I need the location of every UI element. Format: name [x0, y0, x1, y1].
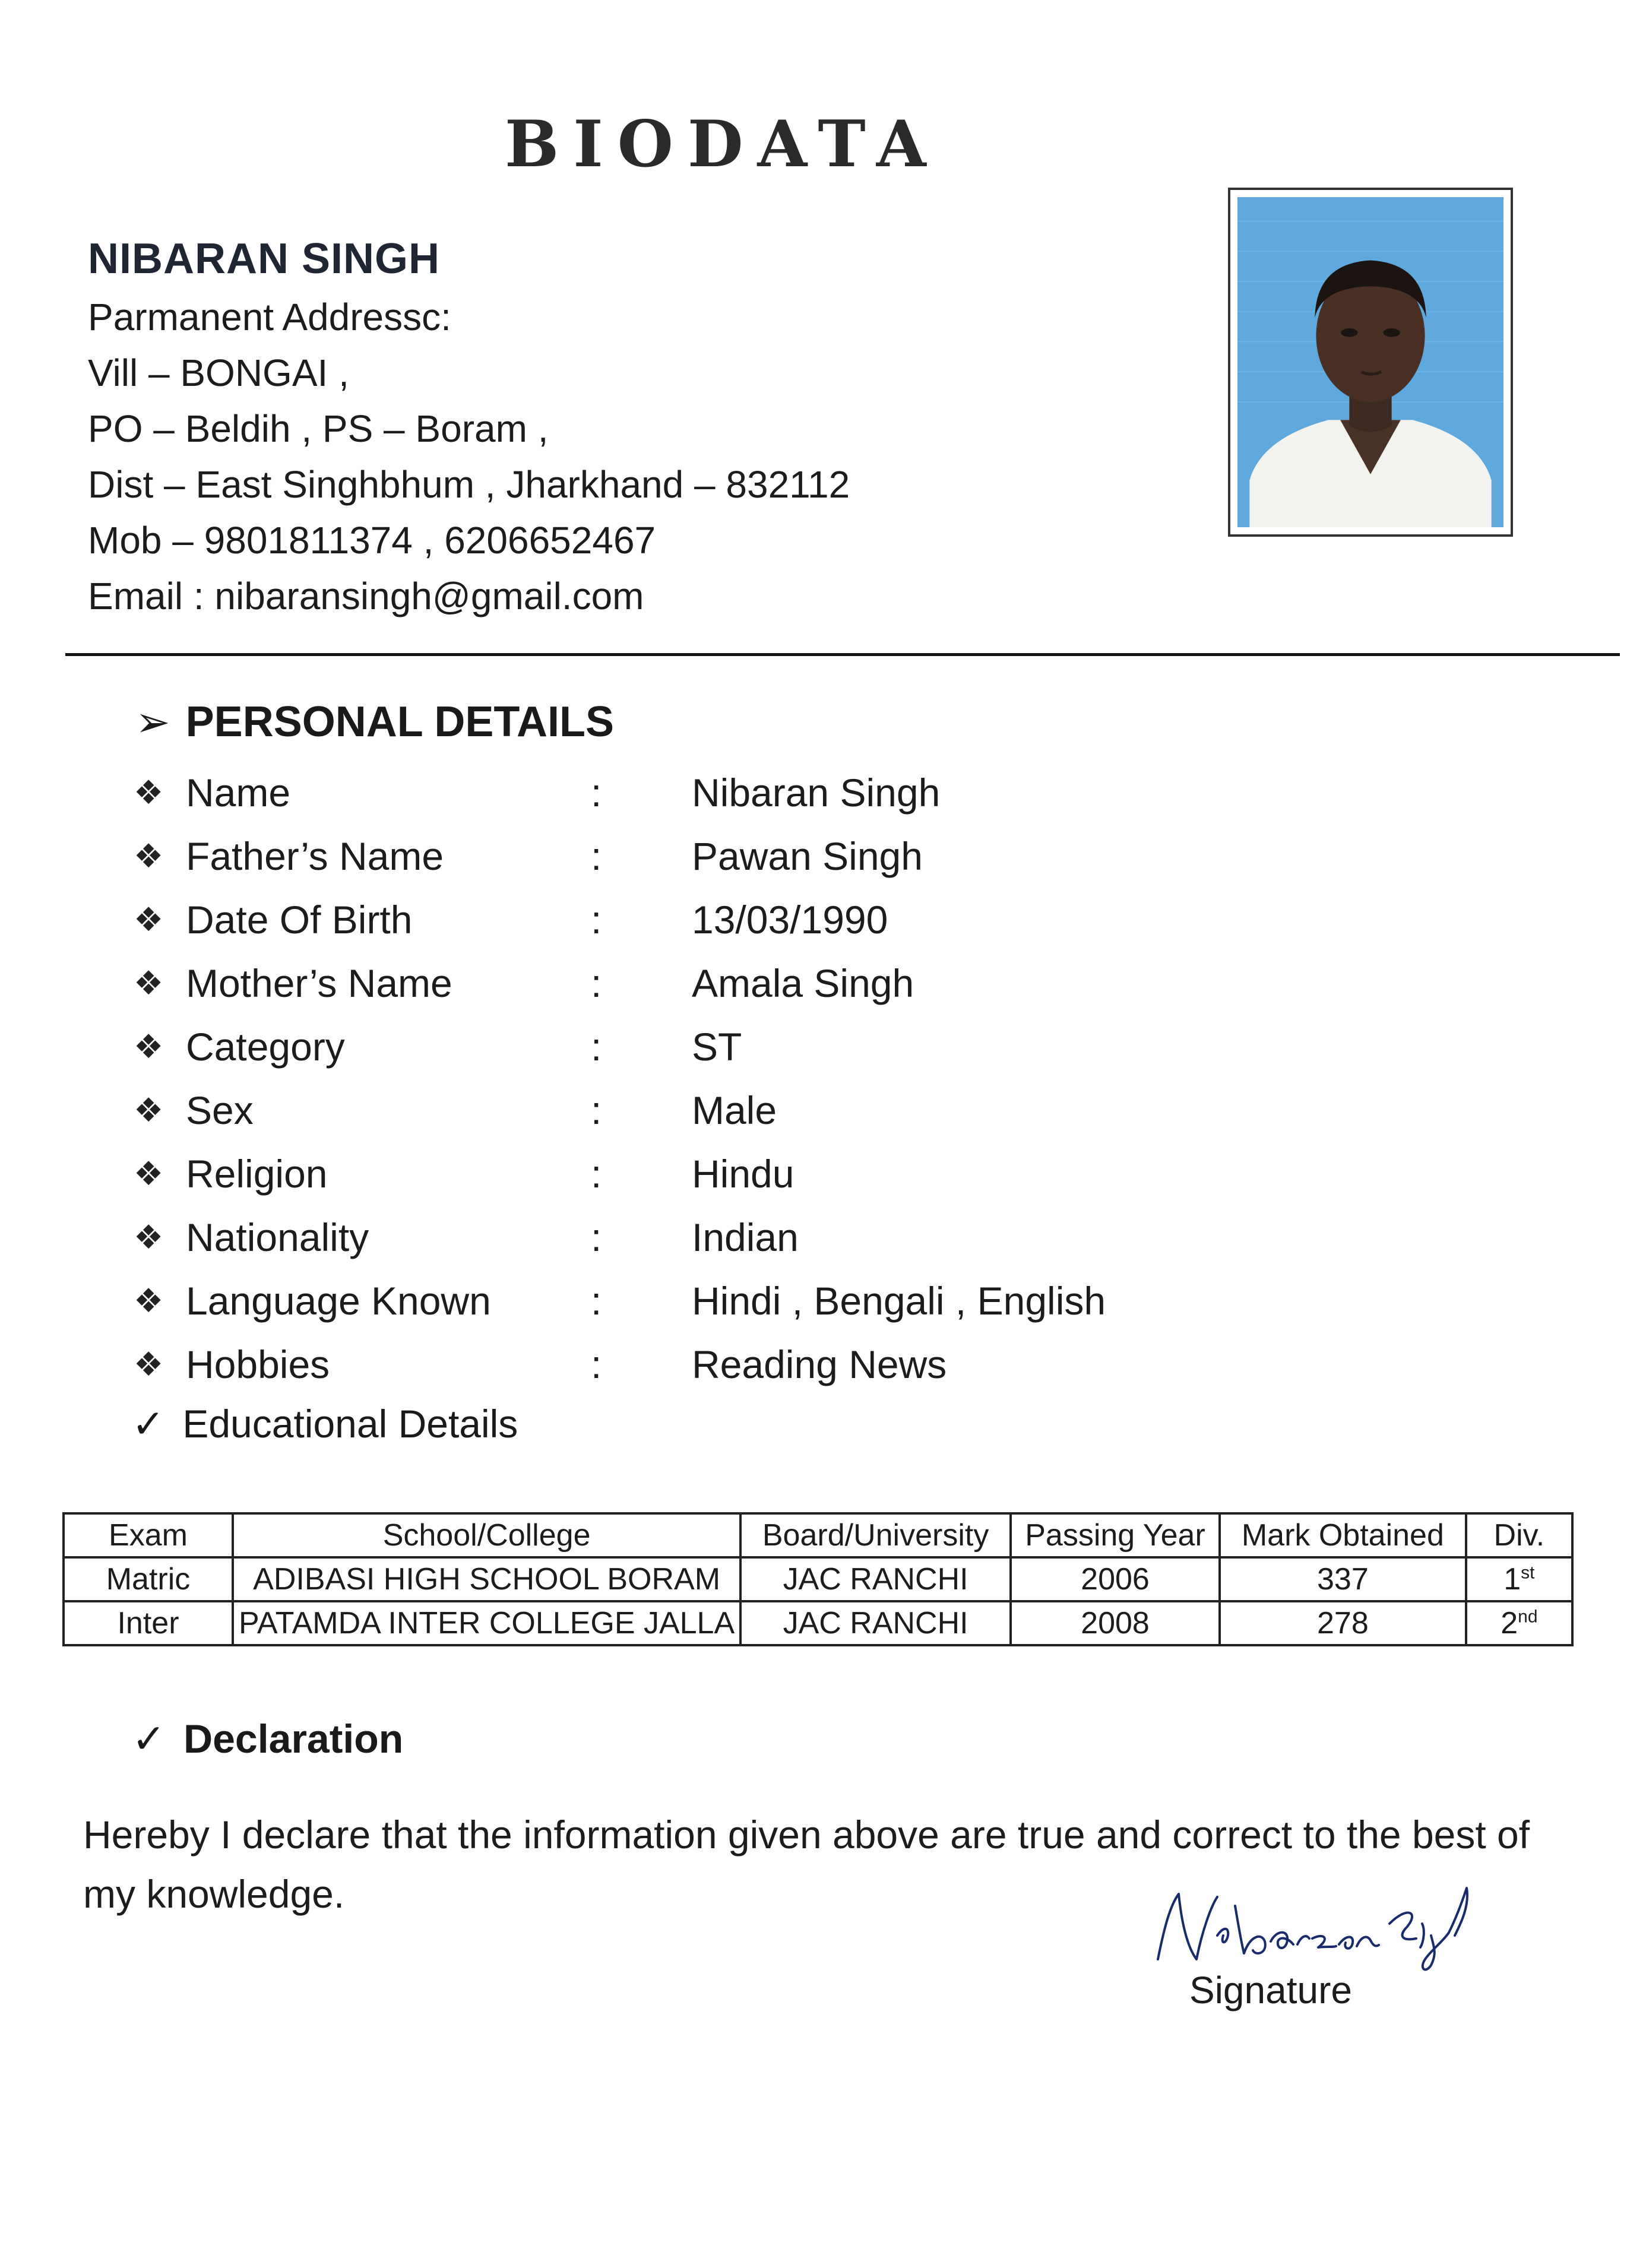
person-photo-illustration [1237, 197, 1503, 527]
detail-separator: : [591, 1215, 602, 1259]
four-diamond-bullet-icon: ❖ [134, 1091, 164, 1129]
column-header-marks: Mark Obtained [1220, 1513, 1466, 1557]
table-row [64, 1601, 1572, 1645]
check-mark-icon: ✓ [132, 1402, 165, 1446]
detail-value: Reading News [692, 1342, 947, 1386]
address-village: Vill – BONGAI , [88, 351, 349, 394]
cell-year: 2006 [1011, 1557, 1220, 1601]
detail-value: ST [692, 1025, 742, 1069]
column-header-board: Board/University [740, 1513, 1011, 1557]
cell-school: PATAMDA INTER COLLEGE JALLA [233, 1601, 740, 1645]
header-divider [65, 653, 1620, 656]
declaration-title: Declaration [183, 1716, 404, 1762]
four-diamond-bullet-icon: ❖ [134, 964, 164, 1002]
education-table-header-row [64, 1513, 1572, 1557]
detail-label: Religion [186, 1152, 328, 1196]
four-diamond-bullet-icon: ❖ [134, 1345, 164, 1383]
detail-separator: : [591, 1088, 602, 1132]
detail-separator: : [591, 834, 602, 878]
column-header-passing-year: Passing Year [1011, 1513, 1220, 1557]
division-suffix: st [1521, 1563, 1535, 1583]
detail-value: Nibaran Singh [692, 771, 941, 815]
header-block [88, 235, 850, 624]
four-diamond-bullet-icon: ❖ [134, 1282, 164, 1319]
email-address: Email : nibaransingh@gmail.com [88, 575, 644, 617]
division-number: 2 [1501, 1606, 1518, 1640]
handwritten-signature [1146, 1870, 1490, 1977]
cell-year: 2008 [1011, 1601, 1220, 1645]
detail-label: Sex [186, 1088, 254, 1132]
detail-value: Hindu [692, 1152, 794, 1196]
four-diamond-bullet-icon: ❖ [134, 901, 164, 938]
detail-label: Hobbies [186, 1342, 330, 1386]
candidate-name-heading: NIBARAN SINGH [88, 235, 441, 283]
educational-details-title: Educational Details [182, 1402, 518, 1446]
detail-separator: : [591, 1342, 602, 1386]
detail-label: Mother’s Name [186, 961, 452, 1005]
cell-division [1466, 1601, 1572, 1645]
detail-value: Amala Singh [692, 961, 914, 1005]
cell-exam: Inter [64, 1601, 233, 1645]
detail-value: Hindi , Bengali , English [692, 1279, 1106, 1323]
table-row [64, 1557, 1572, 1601]
four-diamond-bullet-icon: ❖ [134, 1155, 164, 1192]
column-header-division: Div. [1466, 1513, 1572, 1557]
column-header-exam: Exam [64, 1513, 233, 1557]
cell-board: JAC RANCHI [740, 1601, 1011, 1645]
detail-separator: : [591, 771, 602, 815]
mobile-numbers: Mob – 9801811374 , 6206652467 [88, 519, 656, 562]
cell-board: JAC RANCHI [740, 1557, 1011, 1601]
declaration-heading [132, 1716, 403, 1763]
cell-marks: 337 [1220, 1557, 1466, 1601]
four-diamond-bullet-icon: ❖ [134, 1218, 164, 1256]
educational-details-heading [132, 1401, 518, 1447]
cell-marks: 278 [1220, 1601, 1466, 1645]
cell-school: ADIBASI HIGH SCHOOL BORAM [233, 1557, 740, 1601]
personal-details-heading [135, 698, 614, 746]
detail-label: Father’s Name [186, 834, 444, 878]
signature-label: Signature [1189, 1969, 1352, 2012]
cell-division [1466, 1557, 1572, 1601]
document-title: BIODATA [505, 107, 941, 182]
address-district: Dist – East Singhbhum , Jharkhand – 832112 [88, 463, 850, 506]
column-header-school: School/College [233, 1513, 740, 1557]
check-mark-icon: ✓ [132, 1716, 166, 1762]
declaration-text: Hereby I declare that the information given above are true and correct to the best of my knowledge. [83, 1813, 1530, 1916]
four-diamond-bullet-icon: ❖ [134, 774, 164, 811]
detail-separator: : [591, 1025, 602, 1069]
detail-label: Category [186, 1025, 345, 1069]
detail-label: Nationality [186, 1215, 369, 1259]
detail-label: Language Known [186, 1279, 491, 1323]
detail-value: Male [692, 1088, 777, 1132]
four-diamond-bullet-icon: ❖ [134, 1028, 164, 1065]
address-label: Parmanent Addressc: [88, 296, 451, 338]
detail-value: Pawan Singh [692, 834, 923, 878]
detail-value: Indian [692, 1215, 799, 1259]
arrowhead-icon: ➢ [135, 699, 170, 745]
passport-photo [1237, 197, 1503, 527]
education-table [62, 1512, 1574, 1646]
detail-value: 13/03/1990 [692, 898, 888, 942]
detail-separator: : [591, 898, 602, 942]
detail-label: Name [186, 771, 291, 815]
detail-separator: : [591, 1152, 602, 1196]
division-number: 1 [1503, 1562, 1521, 1597]
division-suffix: nd [1518, 1607, 1538, 1627]
four-diamond-bullet-icon: ❖ [134, 837, 164, 875]
passport-photo-frame [1228, 188, 1513, 537]
cell-exam: Matric [64, 1557, 233, 1601]
detail-label: Date Of Birth [186, 898, 413, 942]
detail-separator: : [591, 1279, 602, 1323]
address-post-office: PO – Beldih , PS – Boram , [88, 407, 549, 450]
personal-details-title: PERSONAL DETAILS [185, 698, 615, 746]
detail-separator: : [591, 961, 602, 1005]
